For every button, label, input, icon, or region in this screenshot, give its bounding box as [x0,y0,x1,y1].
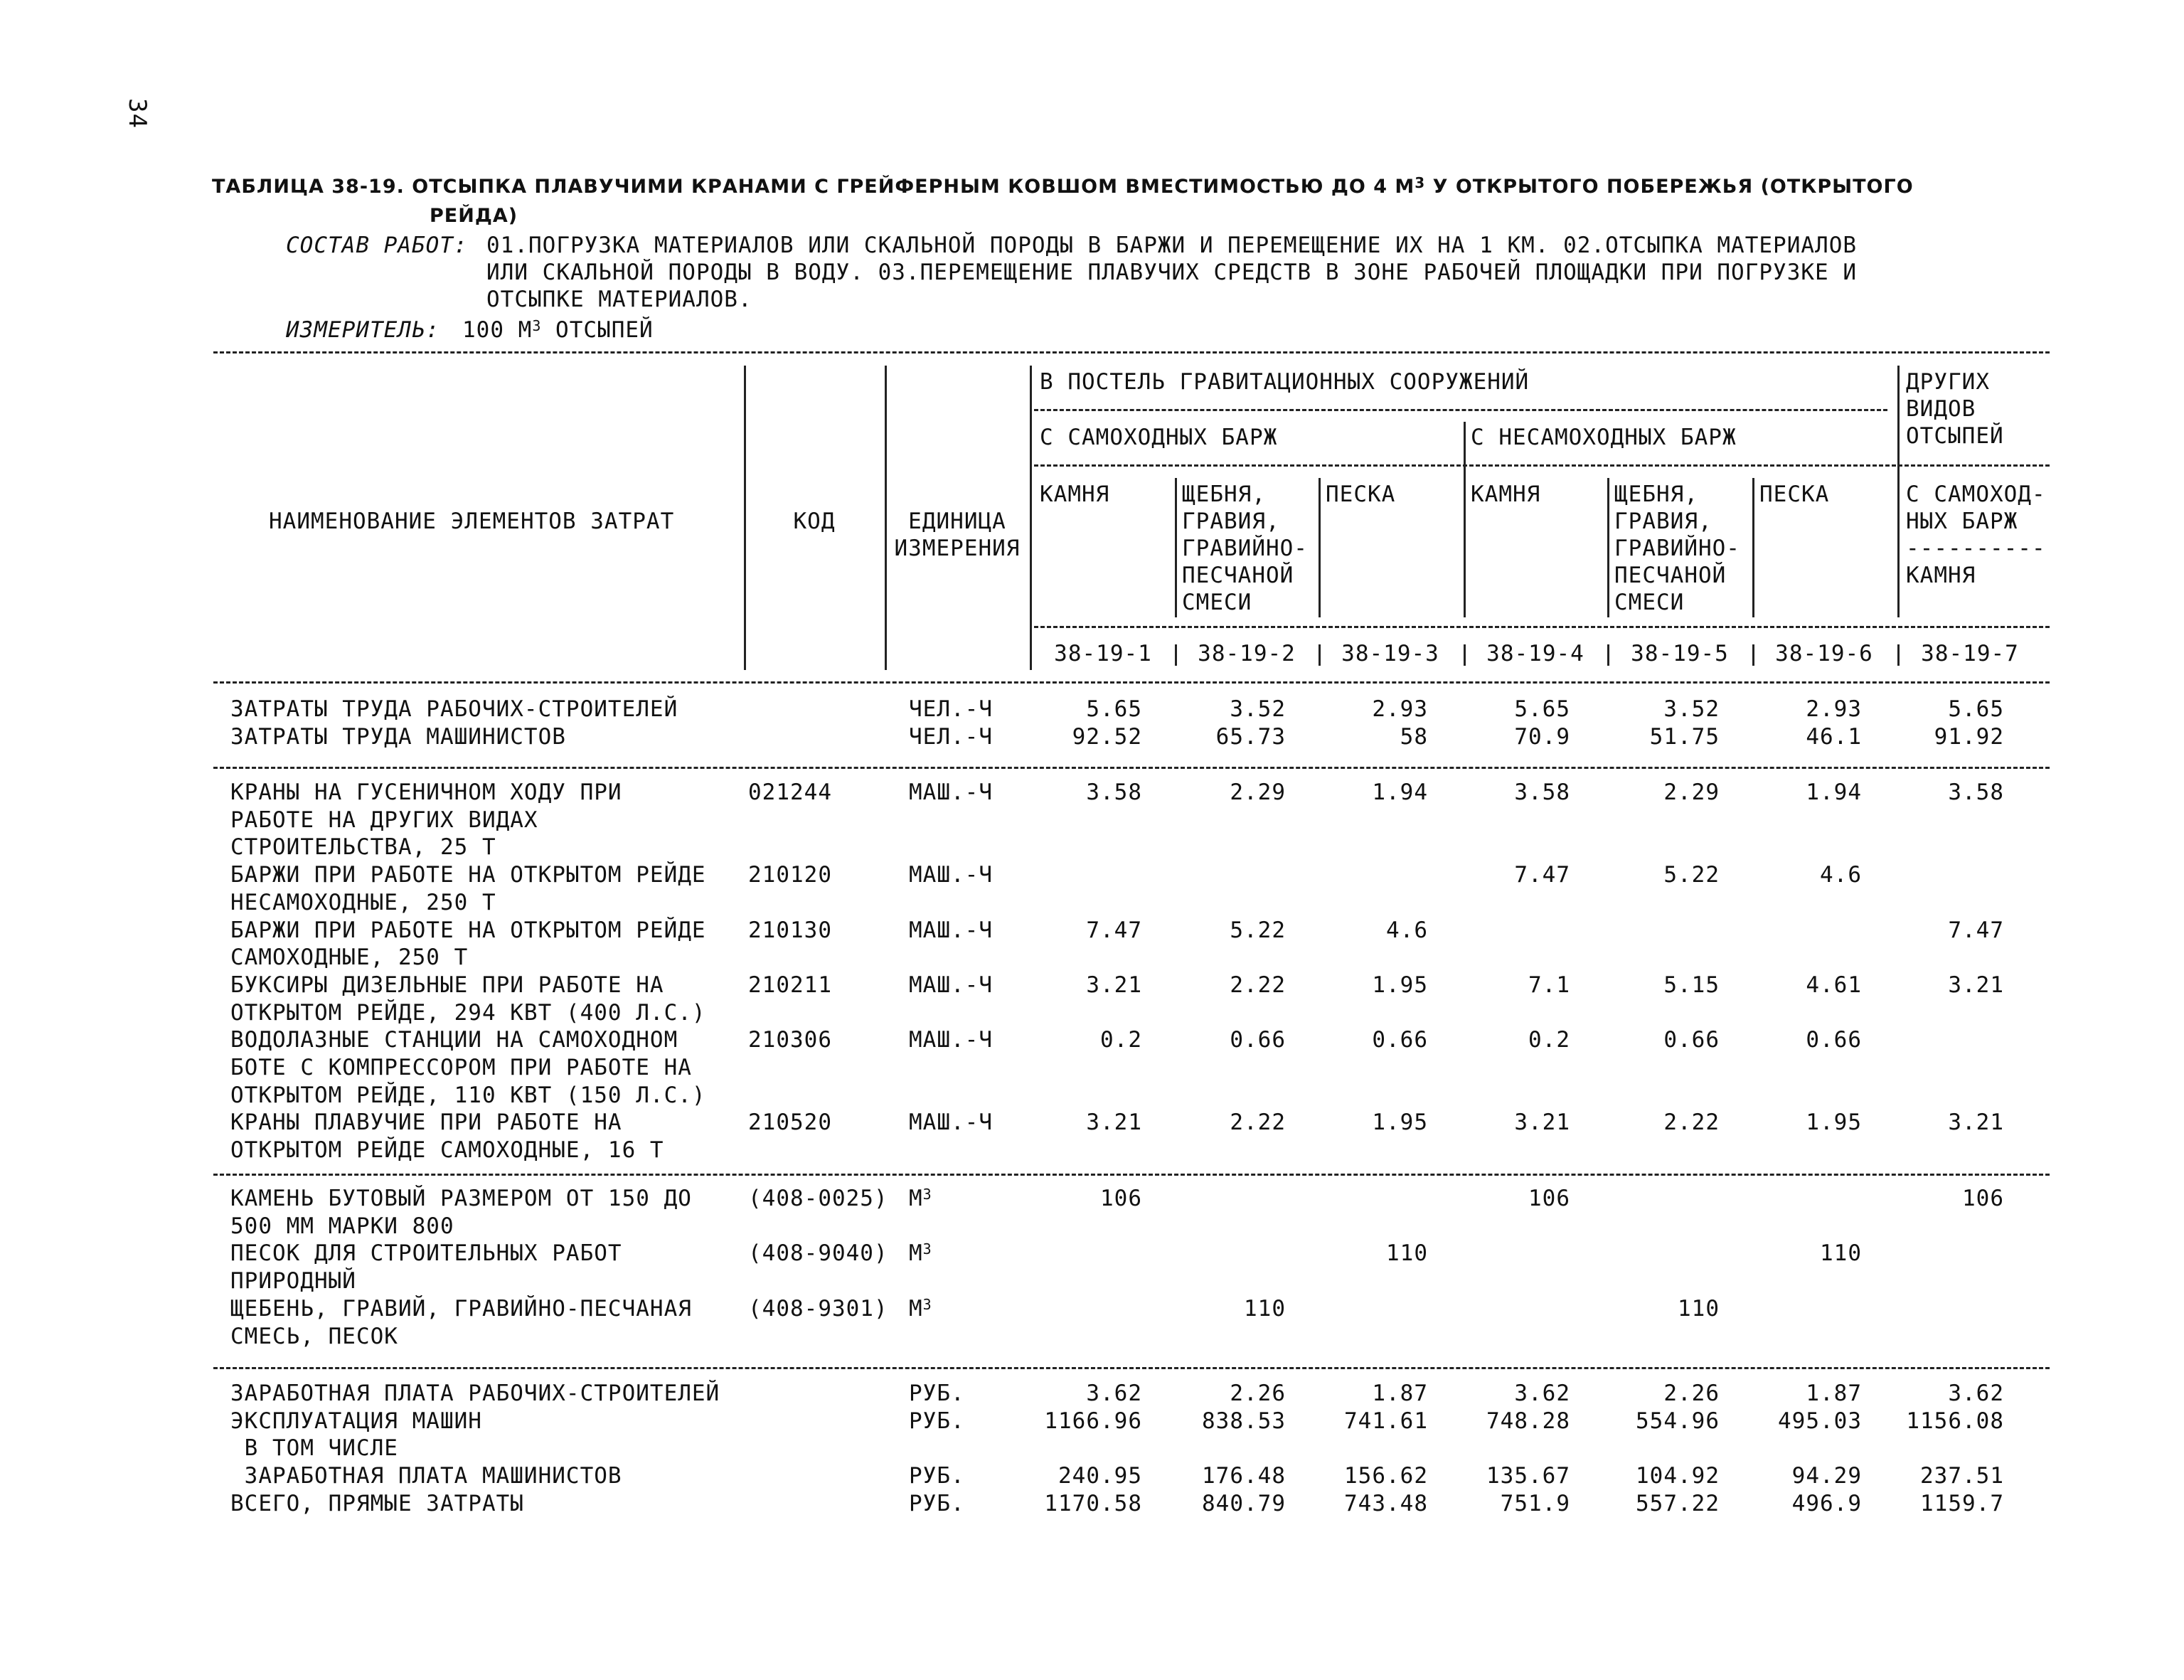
column-code-7: 38-19-7 [1921,641,2019,666]
column-code-1: 38-19-1 [1054,641,1152,666]
column-code-5: 38-19-5 [1631,641,1729,666]
row-value-col-6: 110 [1820,1240,1862,1267]
row-value-col-6: 4.6 [1820,862,1862,888]
row-value-col-5: 110 [1678,1295,1720,1322]
row-value-col-2: 2.22 [1230,972,1286,998]
row-value-col-5: 51.75 [1649,723,1720,750]
row-code: (408-0025) [748,1186,888,1211]
row-name: ЭКСПЛУАТАЦИЯ МАШИН [230,1408,482,1434]
header-vline-c6 [1897,366,1900,617]
header-code-col: КОД [793,509,836,534]
header-stone-2: КАМНЯ [1471,482,1541,507]
composition-line-2: ИЛИ СКАЛЬНОЙ ПОРОДЫ В ВОДУ. 03.ПЕРЕМЕЩЕНИЕ ПЛАВУЧИХ СРЕДСТВ В ЗОНЕ РАБОЧЕЙ ПЛОЩАДКИ ПРИ ПОГРУЗКЕ И [486,260,1858,285]
row-value-col-4: 3.58 [1514,780,1570,805]
row-value-col-2: 838.53 [1202,1408,1286,1434]
row-value-col-3: 1.95 [1372,972,1428,998]
row-value-col-4: 7.47 [1514,862,1570,888]
row-value-col-2: 2.26 [1230,1381,1286,1406]
row-value-col-1: 7.47 [1086,917,1142,943]
row-value-col-1: 3.21 [1086,972,1142,998]
header-rule-1 [1034,409,1887,411]
row-value-col-7: 106 [1962,1186,2004,1211]
row-value-col-3: 4.6 [1386,917,1428,943]
header-sub-nonself: С НЕСАМОХОДНЫХ БАРЖ [1471,425,1737,450]
row-value-col-4: 0.2 [1528,1027,1570,1053]
row-value-col-1: 0.2 [1100,1027,1142,1053]
table-title-line2: РЕЙДА) [430,205,518,227]
row-value-col-5: 2.29 [1663,780,1720,805]
row-unit [909,1295,932,1322]
row-name: ВСЕГО, ПРЯМЫЕ ЗАТРАТЫ [230,1490,524,1516]
header-stone-3: КАМНЯ [1906,563,1976,588]
row-value-col-2: 176.48 [1202,1463,1286,1489]
measure-value [462,317,654,344]
code-row-separator [1464,644,1466,666]
header-unit-line2: ИЗМЕРЕНИЯ [894,536,1021,561]
row-name: СТРОИТЕЛЬСТВА, 25 Т [230,834,496,861]
row-unit: РУБ. [909,1490,965,1516]
row-unit: ЧЕЛ.-Ч [909,696,993,722]
row-unit: МАШ.-Ч [909,1110,993,1136]
header-unit-line1: ЕДИНИЦА [908,509,1006,534]
table-title [212,174,1914,201]
row-value-col-7: 1159.7 [1920,1490,2004,1516]
row-value-col-5: 0.66 [1663,1027,1720,1053]
row-name: НЕСАМОХОДНЫЕ, 250 Т [230,889,496,915]
row-value-col-7: 3.21 [1948,972,2004,998]
measure-superscript: 3 [532,317,542,334]
section-rule [213,767,2050,769]
row-value-col-7: 237.51 [1920,1463,2004,1489]
table-title-line1: ТАБЛИЦА 38-19. ОТСЫПКА ПЛАВУЧИМИ КРАНАМИ С ГРЕЙФЕРНЫМ КОВШОМ ВМЕСТИМОСТЬЮ ДО 4 М [212,176,1415,198]
row-value-col-5: 554.96 [1636,1408,1720,1434]
row-value-col-4: 135.67 [1486,1463,1570,1489]
header-rule-3 [1034,626,2050,628]
composition-label: СОСТАВ РАБОТ: [286,233,468,258]
row-value-col-3: 156.62 [1344,1463,1428,1489]
column-code-2: 38-19-2 [1198,641,1296,666]
row-value-col-7: 91.92 [1934,723,2004,750]
row-name: ВОДОЛАЗНЫЕ СТАНЦИИ НА САМОХОДНОМ [230,1027,678,1053]
row-name: КРАНЫ ПЛАВУЧИЕ ПРИ РАБОТЕ НА [230,1110,622,1136]
row-value-col-6: 94.29 [1791,1463,1862,1489]
row-name: ОТКРЫТОМ РЕЙДЕ, 294 КВТ (400 Л.С.) [230,999,706,1026]
row-name: БАРЖИ ПРИ РАБОТЕ НА ОТКРЫТОМ РЕЙДЕ [230,917,706,943]
row-value-col-1: 1170.58 [1044,1490,1142,1516]
row-value-col-2: 2.29 [1230,780,1286,805]
row-name: КРАНЫ НА ГУСЕНИЧНОМ ХОДУ ПРИ [230,780,622,805]
row-value-col-3: 1.95 [1372,1110,1428,1136]
header-bottom-rule [213,681,2050,684]
row-value-col-3: 743.48 [1344,1490,1428,1516]
header-gravel-2-l5: СМЕСИ [1614,590,1685,615]
row-value-col-5: 104.92 [1636,1463,1720,1489]
code-row-separator [1319,644,1321,666]
row-code: 210130 [748,917,832,943]
header-sand-1: ПЕСКА [1326,482,1396,507]
row-name: РАБОТЕ НА ДРУГИХ ВИДАХ [230,807,538,833]
row-name: КАМЕНЬ БУТОВЫЙ РАЗМЕРОМ ОТ 150 ДО [230,1186,692,1211]
header-sub-self: С САМОХОДНЫХ БАРЖ [1040,425,1278,450]
section-rule [213,1367,2050,1369]
row-value-col-6: 1.94 [1806,780,1862,805]
row-name: БАРЖИ ПРИ РАБОТЕ НА ОТКРЫТОМ РЕЙДЕ [230,862,706,888]
row-value-col-6: 1.87 [1806,1381,1862,1406]
header-group-other-3: ОТСЫПЕЙ [1906,423,2004,449]
row-value-col-1: 3.21 [1086,1110,1142,1136]
row-value-col-3: 741.61 [1344,1408,1428,1434]
row-value-col-2: 5.22 [1230,917,1286,943]
row-unit: МАШ.-Ч [909,780,993,805]
row-unit: МАШ.-Ч [909,862,993,888]
row-name: ПРИРОДНЫЙ [230,1268,356,1294]
header-gravel-2-l2: ГРАВИЯ, [1614,509,1712,534]
column-code-4: 38-19-4 [1486,641,1584,666]
code-row-separator [1897,644,1900,666]
row-value-col-3: 58 [1400,723,1428,750]
composition-line-1: 01.ПОГРУЗКА МАТЕРИАЛОВ ИЛИ СКАЛЬНОЙ ПОРОДЫ В БАРЖИ И ПЕРЕМЕЩЕНИЕ ИХ НА 1 КМ. 02.ОТСЫПКА МАТЕРИАЛОВ [486,233,1858,258]
row-value-col-3: 1.87 [1372,1381,1428,1406]
row-value-col-6: 495.03 [1778,1408,1862,1434]
header-gravel-1-l5: СМЕСИ [1182,590,1252,615]
unit-sup: 3 [922,1240,932,1258]
header-sub-other-1: С САМОХОД- [1906,482,2046,507]
header-group-other-1: ДРУГИХ [1906,369,1990,395]
row-value-col-1: 106 [1100,1186,1142,1211]
unit-sup: 3 [922,1295,932,1313]
measure-label: ИЗМЕРИТЕЛЬ: [286,317,440,343]
row-value-col-4: 7.1 [1528,972,1570,998]
row-value-col-6: 2.93 [1806,696,1862,722]
row-value-col-2: 3.52 [1230,696,1286,722]
header-group-gravity: В ПОСТЕЛЬ ГРАВИТАЦИОННЫХ СООРУЖЕНИЙ [1040,369,1530,395]
row-value-col-3: 0.66 [1372,1027,1428,1053]
header-gravel-2-l1: ЩЕБНЯ, [1614,482,1698,507]
header-gravel-1-l4: ПЕСЧАНОЙ [1182,563,1294,588]
row-value-col-5: 557.22 [1636,1490,1720,1516]
row-value-col-7: 3.62 [1948,1381,2004,1406]
row-value-col-6: 4.61 [1806,972,1862,998]
header-sub-other-2: НЫХ БАРЖ [1906,509,2018,534]
header-gravel-1-l2: ГРАВИЯ, [1182,509,1280,534]
row-value-col-4: 751.9 [1500,1490,1570,1516]
row-unit: МАШ.-Ч [909,917,993,943]
header-other-dash: ---------- [1906,536,2046,561]
page-number: 34 [123,98,151,129]
row-value-col-6: 1.95 [1806,1110,1862,1136]
row-code: 210211 [748,972,832,998]
column-code-6: 38-19-6 [1775,641,1873,666]
unit-sup: 3 [922,1186,932,1203]
row-value-col-5: 5.15 [1663,972,1720,998]
header-sand-2: ПЕСКА [1759,482,1830,507]
row-name: ОТКРЫТОМ РЕЙДЕ, 110 КВТ (150 Л.С.) [230,1082,706,1108]
header-gravel-2-l3: ГРАВИЙНО- [1614,536,1740,561]
row-name: 500 ММ МАРКИ 800 [230,1213,454,1239]
row-name: БУКСИРЫ ДИЗЕЛЬНЫЕ ПРИ РАБОТЕ НА [230,972,664,998]
row-value-col-7: 3.58 [1948,780,2004,805]
row-name: ПЕСОК ДЛЯ СТРОИТЕЛЬНЫХ РАБОТ [230,1240,622,1267]
title-superscript: 3 [1415,174,1426,191]
row-unit: МАШ.-Ч [909,1027,993,1053]
row-name: ЗАРАБОТНАЯ ПЛАТА МАШИНИСТОВ [230,1463,622,1489]
unit-m: М [909,1186,923,1211]
row-unit: ЧЕЛ.-Ч [909,723,993,750]
code-row-separator [1752,644,1754,666]
row-value-col-3: 2.93 [1372,696,1428,722]
row-value-col-1: 1166.96 [1044,1408,1142,1434]
code-row-separator [1175,644,1177,666]
row-code: 210520 [748,1110,832,1136]
header-group-other-2: ВИДОВ [1906,396,1976,422]
row-name: ЗАТРАТЫ ТРУДА РАБОЧИХ-СТРОИТЕЛЕЙ [230,696,678,722]
row-name: ЗАРАБОТНАЯ ПЛАТА РАБОЧИХ-СТРОИТЕЛЕЙ [230,1381,720,1406]
row-code: 021244 [748,780,832,805]
header-vline-c1 [1175,478,1177,617]
row-value-col-6: 46.1 [1806,723,1862,750]
row-unit: РУБ. [909,1463,965,1489]
row-value-col-3: 110 [1386,1240,1428,1267]
row-value-col-3: 1.94 [1372,780,1428,805]
row-unit [909,1240,932,1267]
row-value-col-5: 2.26 [1663,1381,1720,1406]
row-name: САМОХОДНЫЕ, 250 Т [230,945,469,971]
row-value-col-2: 840.79 [1202,1490,1286,1516]
row-name: ЗАТРАТЫ ТРУДА МАШИНИСТОВ [230,723,566,750]
header-vline-c5 [1752,478,1754,617]
row-unit [909,1185,932,1212]
header-vline-c2 [1319,478,1321,617]
row-value-col-6: 496.9 [1791,1490,1862,1516]
row-name: БОТЕ С КОМПРЕССОРОМ ПРИ РАБОТЕ НА [230,1055,692,1080]
measure-value-prefix: 100 М [462,317,533,343]
row-value-col-5: 3.52 [1663,696,1720,722]
row-name: В ТОМ ЧИСЛЕ [230,1435,398,1462]
row-code: 210306 [748,1027,832,1053]
row-code: 210120 [748,862,832,888]
table-top-rule [213,351,2050,353]
composition-line-3: ОТСЫПКЕ МАТЕРИАЛОВ. [486,287,752,312]
row-value-col-2: 65.73 [1215,723,1286,750]
row-value-col-7: 7.47 [1948,917,2004,943]
header-vline-c4 [1607,478,1609,617]
row-value-col-2: 110 [1244,1295,1286,1322]
row-value-col-2: 0.66 [1230,1027,1286,1053]
unit-m: М [909,1295,923,1322]
row-value-col-7: 5.65 [1948,696,2004,722]
row-value-col-6: 0.66 [1806,1027,1862,1053]
table-title-line1-end: У ОТКРЫТОГО ПОБЕРЕЖЬЯ (ОТКРЫТОГО [1425,176,1914,198]
row-value-col-4: 3.21 [1514,1110,1570,1136]
row-value-col-1: 5.65 [1086,696,1142,722]
section-rule [213,1174,2050,1176]
header-name-col: НАИМЕНОВАНИЕ ЭЛЕМЕНТОВ ЗАТРАТ [269,509,675,534]
code-row-separator [1607,644,1609,666]
row-value-col-2: 2.22 [1230,1110,1286,1136]
row-value-col-7: 1156.08 [1906,1408,2004,1434]
row-value-col-1: 92.52 [1072,723,1142,750]
row-value-col-5: 2.22 [1663,1110,1720,1136]
unit-m: М [909,1240,923,1267]
row-value-col-1: 240.95 [1058,1463,1142,1489]
row-unit: РУБ. [909,1408,965,1434]
row-value-col-4: 106 [1528,1186,1570,1211]
header-gravel-1-l3: ГРАВИЙНО- [1182,536,1308,561]
header-vline-c3 [1464,422,1466,617]
row-value-col-5: 5.22 [1663,862,1720,888]
row-unit: РУБ. [909,1381,965,1406]
column-code-3: 38-19-3 [1341,641,1439,666]
measure-value-suffix: ОТСЫПЕЙ [541,317,654,343]
row-value-col-1: 3.58 [1086,780,1142,805]
row-name: СМЕСЬ, ПЕСОК [230,1323,398,1349]
header-vline-unit [1030,366,1032,670]
row-name: ЩЕБЕНЬ, ГРАВИЙ, ГРАВИЙНО-ПЕСЧАНАЯ [230,1295,692,1322]
row-code: (408-9301) [748,1295,888,1322]
row-value-col-4: 70.9 [1514,723,1570,750]
header-gravel-2-l4: ПЕСЧАНОЙ [1614,563,1727,588]
row-code: (408-9040) [748,1240,888,1267]
header-gravel-1-l1: ЩЕБНЯ, [1182,482,1266,507]
row-value-col-4: 748.28 [1486,1408,1570,1434]
row-value-col-1: 3.62 [1086,1381,1142,1406]
row-value-col-4: 5.65 [1514,696,1570,722]
row-name: ОТКРЫТОМ РЕЙДЕ САМОХОДНЫЕ, 16 Т [230,1137,664,1164]
header-stone-1: КАМНЯ [1040,482,1110,507]
row-value-col-7: 3.21 [1948,1110,2004,1136]
row-value-col-4: 3.62 [1514,1381,1570,1406]
row-unit: МАШ.-Ч [909,972,993,998]
